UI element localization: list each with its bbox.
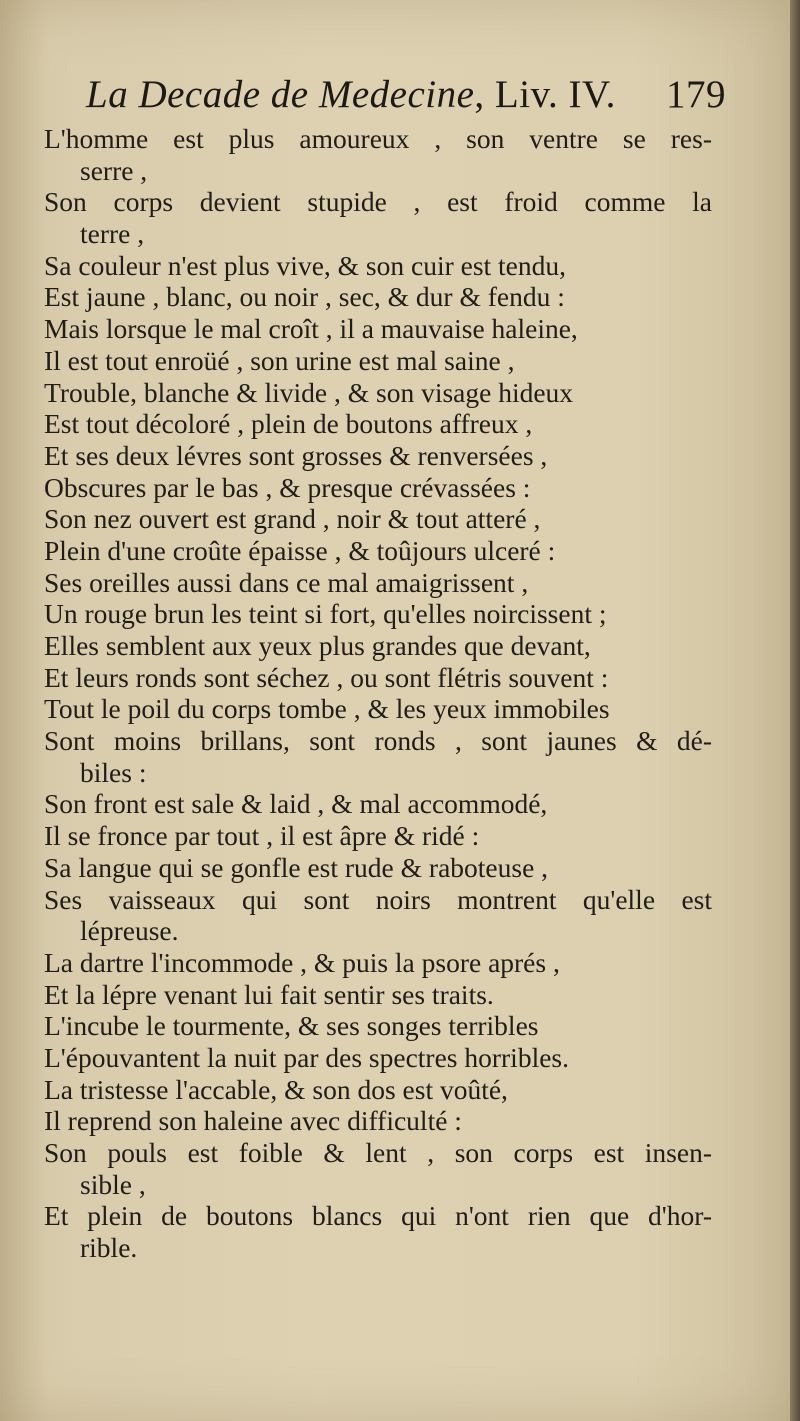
- text-line: Il se fronce par tout , il est âpre & ridé :: [44, 820, 480, 852]
- text-line: sible ,: [80, 1168, 146, 1200]
- text-line: lépreuse.: [80, 915, 179, 947]
- text-line: Et ses deux lévres sont grosses & renversées ,: [44, 439, 548, 471]
- text-line: Sont moins brillans, sont ronds , sont jaunes & dé-: [44, 725, 712, 757]
- text-line: Ses vaisseaux qui sont noirs montrent qu'elle est: [44, 883, 712, 915]
- poem-text: [44, 123, 712, 1264]
- page-edge: [790, 0, 800, 1421]
- text-line: Est jaune , blanc, ou noir , sec, & dur & fendu :: [44, 281, 565, 313]
- text-line: Il reprend son haleine avec difficulté :: [44, 1105, 462, 1137]
- running-head-book: , Liv. IV.: [474, 73, 616, 116]
- text-line: Trouble, blanche & livide , & son visage hideux: [44, 376, 574, 408]
- running-head: [86, 72, 726, 117]
- text-line: biles :: [80, 756, 147, 788]
- text-line: Son front est sale & laid , & mal accommodé,: [44, 788, 548, 820]
- text-line: Tout le poil du corps tombe , & les yeux immobiles: [44, 693, 610, 725]
- text-line: Sa langue qui se gonfle est rude & raboteuse ,: [44, 851, 549, 883]
- page-number: 179: [666, 73, 726, 116]
- text-line: Mais lorsque le mal croît , il a mauvaise haleine,: [44, 313, 578, 345]
- text-line: Son pouls est foible & lent , son corps est insen-: [44, 1137, 712, 1168]
- text-line: Plein d'une croûte épaisse , & toûjours ulceré :: [44, 534, 556, 566]
- text-line: rible.: [80, 1232, 138, 1264]
- text-line: terre ,: [80, 218, 145, 250]
- text-line: L'homme est plus amoureux , son ventre se res-: [44, 123, 712, 154]
- text-line: Ses oreilles aussi dans ce mal amaigrissent ,: [44, 566, 529, 598]
- text-line: Son corps devient stupide , est froid comme la: [44, 186, 712, 218]
- text-line: La tristesse l'accable, & son dos est voûté,: [44, 1073, 508, 1105]
- text-line: Est tout décoloré , plein de boutons affreux ,: [44, 408, 533, 440]
- text-line: Un rouge brun les teint si fort, qu'elles noircissent ;: [44, 598, 607, 630]
- text-line: Son nez ouvert est grand , noir & tout atteré ,: [44, 503, 541, 535]
- text-line: Elles semblent aux yeux plus grandes que devant,: [44, 630, 591, 661]
- text-line: L'épouvantent la nuit par des spectres horribles.: [44, 1041, 569, 1073]
- text-line: Obscures par le bas , & presque crévassées :: [44, 471, 531, 503]
- text-line: Et la lépre venant lui fait sentir ses traits.: [44, 978, 494, 1010]
- text-line: Sa couleur n'est plus vive, & son cuir est tendu,: [44, 249, 567, 281]
- text-line: serre ,: [80, 154, 148, 186]
- text-line: L'incube le tourmente, & ses songes terribles: [44, 1010, 539, 1042]
- text-line: Il est tout enroüé , son urine est mal saine ,: [44, 344, 515, 376]
- text-line: La dartre l'incommode , & puis la psore aprés ,: [44, 946, 560, 978]
- text-line: Et plein de boutons blancs qui n'ont rien que d'hor-: [44, 1200, 712, 1232]
- text-line: Et leurs ronds sont séchez , ou sont flétris souvent :: [44, 661, 609, 693]
- running-head-title: La Decade de Medecine: [86, 73, 475, 116]
